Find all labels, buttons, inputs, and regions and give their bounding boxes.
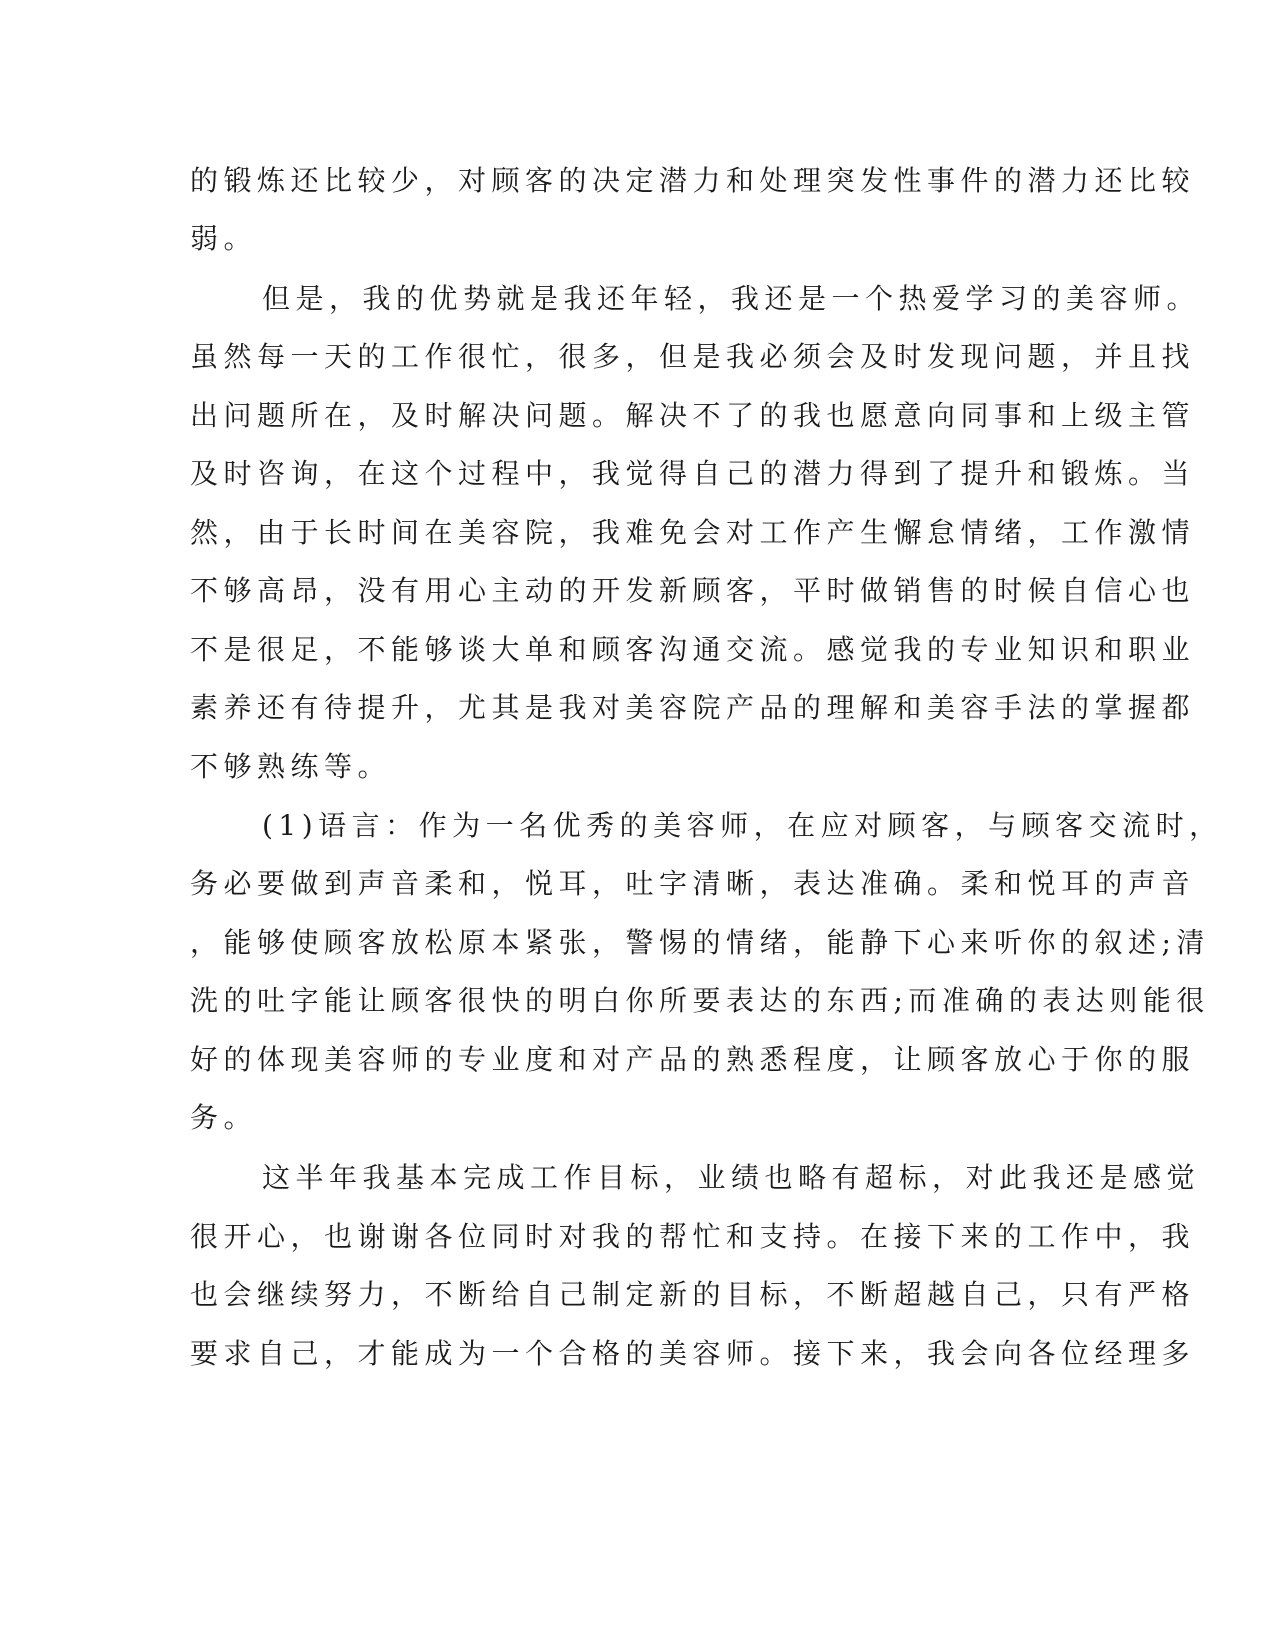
text-line: 很开心，也谢谢各位同时对我的帮忙和支持。在接下来的工作中，我 (190, 1220, 1196, 1253)
text-line: ，能够使顾客放松原本紧张，警惕的情绪，能静下心来听你的叙述;清 (190, 926, 1210, 959)
text-line: 也会继续努力，不断给自己制定新的目标，不断超越自己，只有严格 (190, 1278, 1196, 1311)
text-line: 及时咨询，在这个过程中，我觉得自己的潜力得到了提升和锻炼。当 (190, 457, 1196, 490)
text-line: 然，由于长时间在美容院，我难免会对工作产生懈怠情绪，工作激情 (190, 516, 1196, 549)
text-line: 好的体现美容师的专业度和对产品的熟悉程度，让顾客放心于你的服 (190, 1043, 1196, 1076)
text-line: 洗的吐字能让顾客很快的明白你所要表达的东西;而准确的表达则能很 (190, 984, 1210, 1017)
text-line: 的锻炼还比较少，对顾客的决定潜力和处理突发性事件的潜力还比较 (190, 164, 1196, 197)
text-line: 务。 (190, 1101, 258, 1134)
paragraph-first-line: (1)语言：作为一名优秀的美容师，在应对顾客，与顾客交流时， (262, 809, 1223, 842)
text-line: 素养还有待提升，尤其是我对美容院产品的理解和美容手法的掌握都 (190, 691, 1196, 724)
text-line: 要求自己，才能成为一个合格的美容师。接下来，我会向各位经理多 (190, 1337, 1196, 1370)
paragraph-first-line: 但是，我的优势就是我还年轻，我还是一个热爱学习的美容师。 (262, 282, 1201, 315)
text-line: 务必要做到声音柔和，悦耳，吐字清晰，表达准确。柔和悦耳的声音 (190, 867, 1196, 900)
text-line: 不是很足，不能够谈大单和顾客沟通交流。感觉我的专业知识和职业 (190, 633, 1196, 666)
text-line: 不够高昂，没有用心主动的开发新顾客，平时做销售的时候自信心也 (190, 574, 1196, 607)
text-line: 虽然每一天的工作很忙，很多，但是我必须会及时发现问题，并且找 (190, 340, 1196, 373)
text-line: 弱。 (190, 222, 258, 255)
text-line: 出问题所在，及时解决问题。解决不了的我也愿意向同事和上级主管 (190, 399, 1196, 432)
text-line: 不够熟练等。 (190, 750, 392, 783)
paragraph-first-line: 这半年我基本完成工作目标，业绩也略有超标，对此我还是感觉 (262, 1161, 1201, 1194)
